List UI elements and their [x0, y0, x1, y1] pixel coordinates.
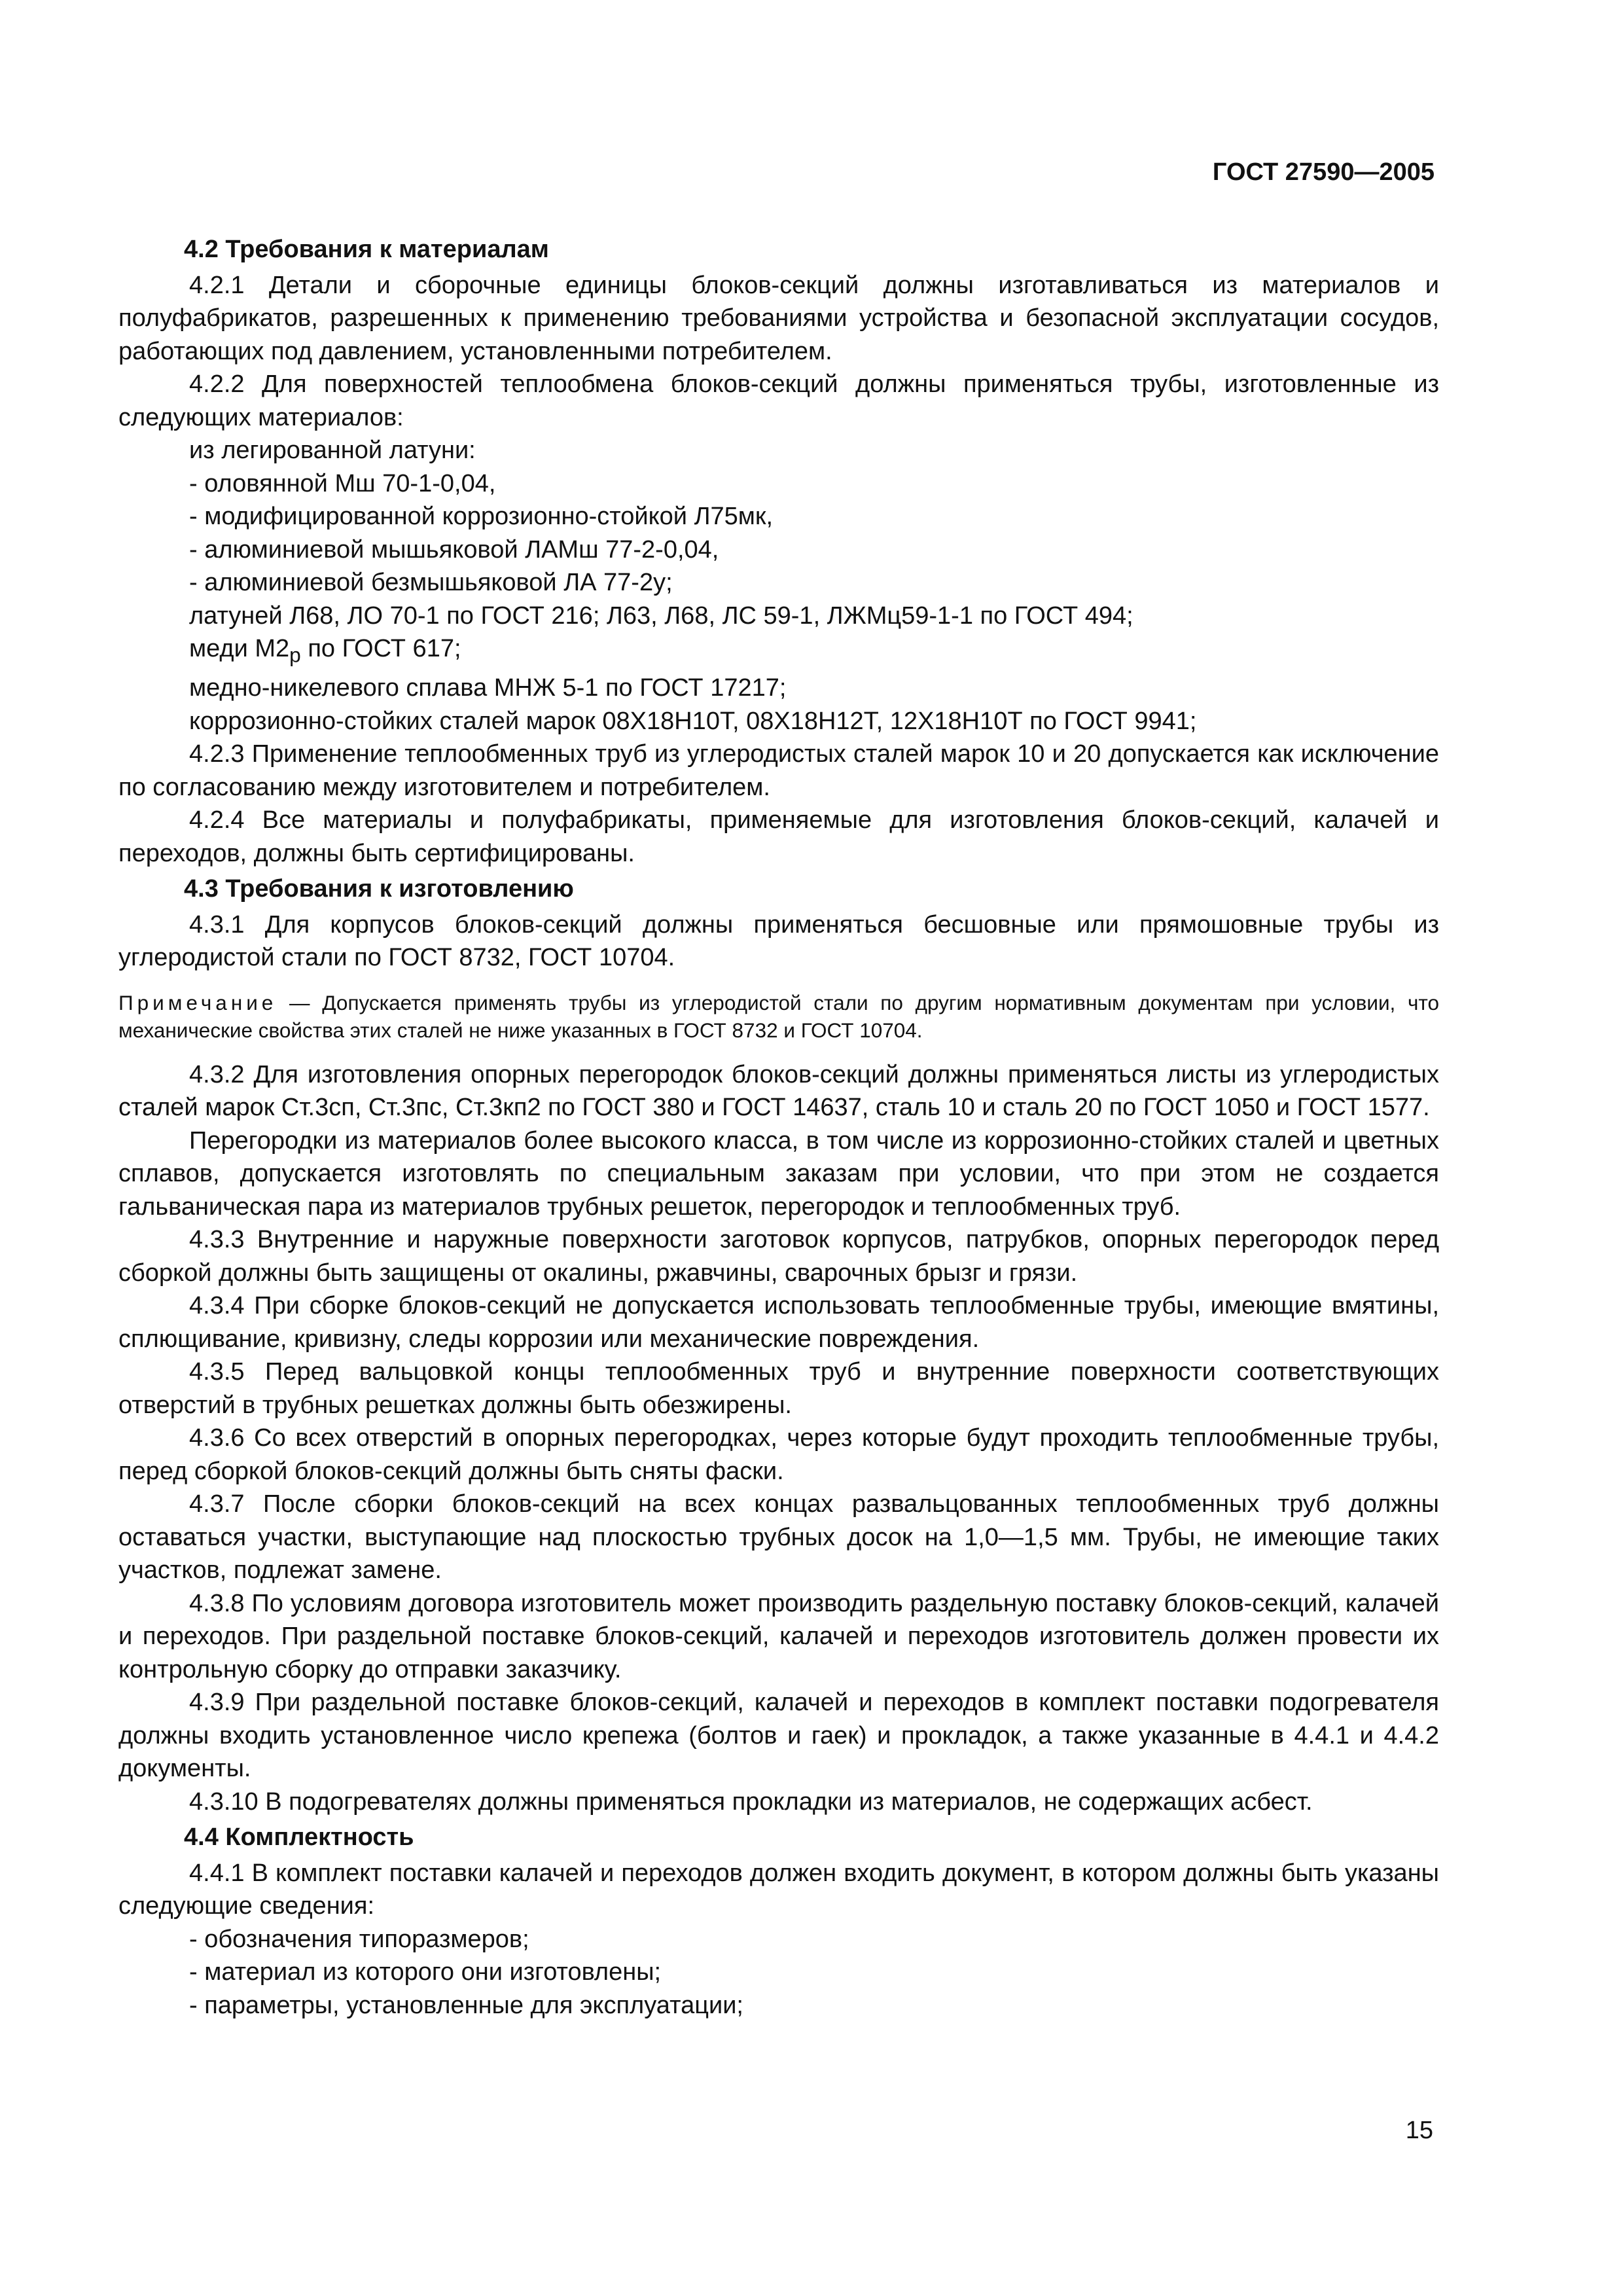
paragraph-4-4-1: 4.4.1 В комплект поставки калачей и переходов должен входить документ, в котором должны быть указаны следующие сведения: — [118, 1859, 1439, 1920]
section-heading-4-2: 4.2 Требования к материалам — [184, 236, 549, 263]
paragraph-4-2-1: 4.2.1 Детали и сборочные единицы блоков-секций должны изготавливаться из материалов и полуфабрикатов, разрешенных к применению требованиями устройства и безопасной эксплуатации сосудов, работающих под давлением, установленными потребителем. — [118, 271, 1439, 365]
materials-line-copper — [118, 632, 1439, 672]
section-heading-4-3: 4.3 Требования к изготовлению — [184, 875, 574, 903]
paragraph-4-3-10: 4.3.10 В подогревателях должны применяться прокладки из материалов, не содержащих асбест. — [189, 1787, 1313, 1816]
paragraph-4-3-2: 4.3.2 Для изготовления опорных перегородок блоков-секций должны применяться листы из углеродистых сталей марок Ст.3сп, Ст.3пс, Ст.3кп2 по ГОСТ 380 и ГОСТ 14637, сталь 10 и сталь 20 по ГОСТ 1050 и ГОСТ 1577. — [118, 1060, 1439, 1122]
list-item: - оловянной Мш 70-1-0,04, — [189, 469, 496, 497]
list-item: - алюминиевой мышьяковой ЛАМш 77-2-0,04, — [189, 535, 719, 564]
brass-intro: из легированной латуни: — [189, 437, 476, 464]
paragraph-4-3-1: 4.3.1 Для корпусов блоков-секций должны применяться бесшовные или прямошовные трубы из углеродистой стали по ГОСТ 8732, ГОСТ 10704. — [118, 910, 1439, 972]
paragraph-4-3-2-continued: Перегородки из материалов более высокого класса, в том числе из коррозионно-стойких сталей и цветных сплавов, допускается изготовлять по специальным заказам при условии, что при этом не создается гальваническая пара из материалов трубных решеток, перегородок и теплообменных труб. — [118, 1126, 1439, 1221]
note — [118, 989, 1439, 1044]
note-label: Примечание — [118, 990, 277, 1014]
section-heading-4-4: 4.4 Комплектность — [184, 1823, 414, 1852]
paragraph-4-2-4: 4.2.4 Все материалы и полуфабрикаты, применяемые для изготовления блоков-секций, калачей и переходов, должны быть сертифицированы. — [118, 806, 1439, 867]
paragraph-4-3-8: 4.3.8 По условиям договора изготовитель может производить раздельную поставку блоков-секций, калачей и переходов. При раздельной поставке блоков-секций, калачей и переходов изготовитель должен провести их контрольную сборку до отправки заказчику. — [118, 1589, 1439, 1683]
paragraph-4-3-5: 4.3.5 Перед вальцовкой концы теплообменных труб и внутренние поверхности соответствующих отверстий в трубных решетках должны быть обезжирены. — [118, 1358, 1439, 1419]
paragraph-4-3-3: 4.3.3 Внутренние и наружные поверхности заготовок корпусов, патрубков, опорных перегородок перед сборкой должны быть защищены от окалины, ржавчины, сварочных брызг и грязи. — [118, 1226, 1439, 1287]
paragraph-4-3-9: 4.3.9 При раздельной поставке блоков-секций, калачей и переходов в комплект поставки подогревателя должны входить установленное число крепежа (болтов и гаек) и прокладок, а также указанные в 4.4.1 и 4.4.2 документы. — [118, 1689, 1439, 1783]
list-item: - параметры, установленные для эксплуатации; — [189, 1991, 743, 2019]
copper-subscript: р — [289, 643, 301, 667]
materials-line-copper-nickel: медно-никелевого сплава МНЖ 5-1 по ГОСТ 17217; — [189, 674, 787, 702]
copper-text: меди М2 — [189, 635, 290, 662]
page-number: 15 — [1405, 2117, 1433, 2144]
list-item: - модифицированной коррозионно-стойкой Л75мк, — [189, 503, 774, 530]
note-text: — Допускается применять трубы из углеродистой стали по другим нормативным документам при условии, что механические свойства этих сталей не ниже указанных в ГОСТ 8732 и ГОСТ 10704. — [118, 990, 1439, 1042]
paragraph-4-2-2: 4.2.2 Для поверхностей теплообмена блоков-секций должны применяться трубы, изготовленные из следующих материалов: — [118, 370, 1439, 431]
list-item: - обозначения типоразмеров; — [189, 1925, 529, 1953]
materials-line-steel: коррозионно-стойких сталей марок 08Х18Н10Т, 08Х18Н12Т, 12Х18Н10Т по ГОСТ 9941; — [189, 707, 1197, 735]
paragraph-4-3-4: 4.3.4 При сборке блоков-секций не допускается использовать теплообменные трубы, имеющие вмятины, сплющивание, кривизну, следы коррозии или механические повреждения. — [118, 1292, 1439, 1353]
paragraph-4-2-3: 4.2.3 Применение теплообменных труб из углеродистых сталей марок 10 и 20 допускается как исключение по согласованию между изготовителем и потребителем. — [118, 740, 1439, 801]
copper-standard: по ГОСТ 617; — [300, 635, 461, 662]
page-content — [118, 230, 1439, 2022]
list-item: - материал из которого они изготовлены; — [189, 1958, 662, 1986]
materials-line-brass: латуней Л68, ЛО 70-1 по ГОСТ 216; Л63, Л68, ЛС 59-1, ЛЖМц59-1-1 по ГОСТ 494; — [189, 601, 1133, 630]
document-code: ГОСТ 27590—2005 — [1212, 158, 1435, 186]
list-item: - алюминиевой безмышьяковой ЛА 77-2у; — [189, 569, 673, 596]
paragraph-4-3-7: 4.3.7 После сборки блоков-секций на всех концах развальцованных теплообменных труб должны оставаться участки, выступающие над плоскостью трубных досок на 1,0—1,5 мм. Трубы, не имеющие таких участков, подлежат замене. — [118, 1490, 1439, 1585]
paragraph-4-3-6: 4.3.6 Со всех отверстий в опорных перегородках, через которые будут проходить теплообменные трубы, перед сборкой блоков-секций должны быть сняты фаски. — [118, 1424, 1439, 1485]
